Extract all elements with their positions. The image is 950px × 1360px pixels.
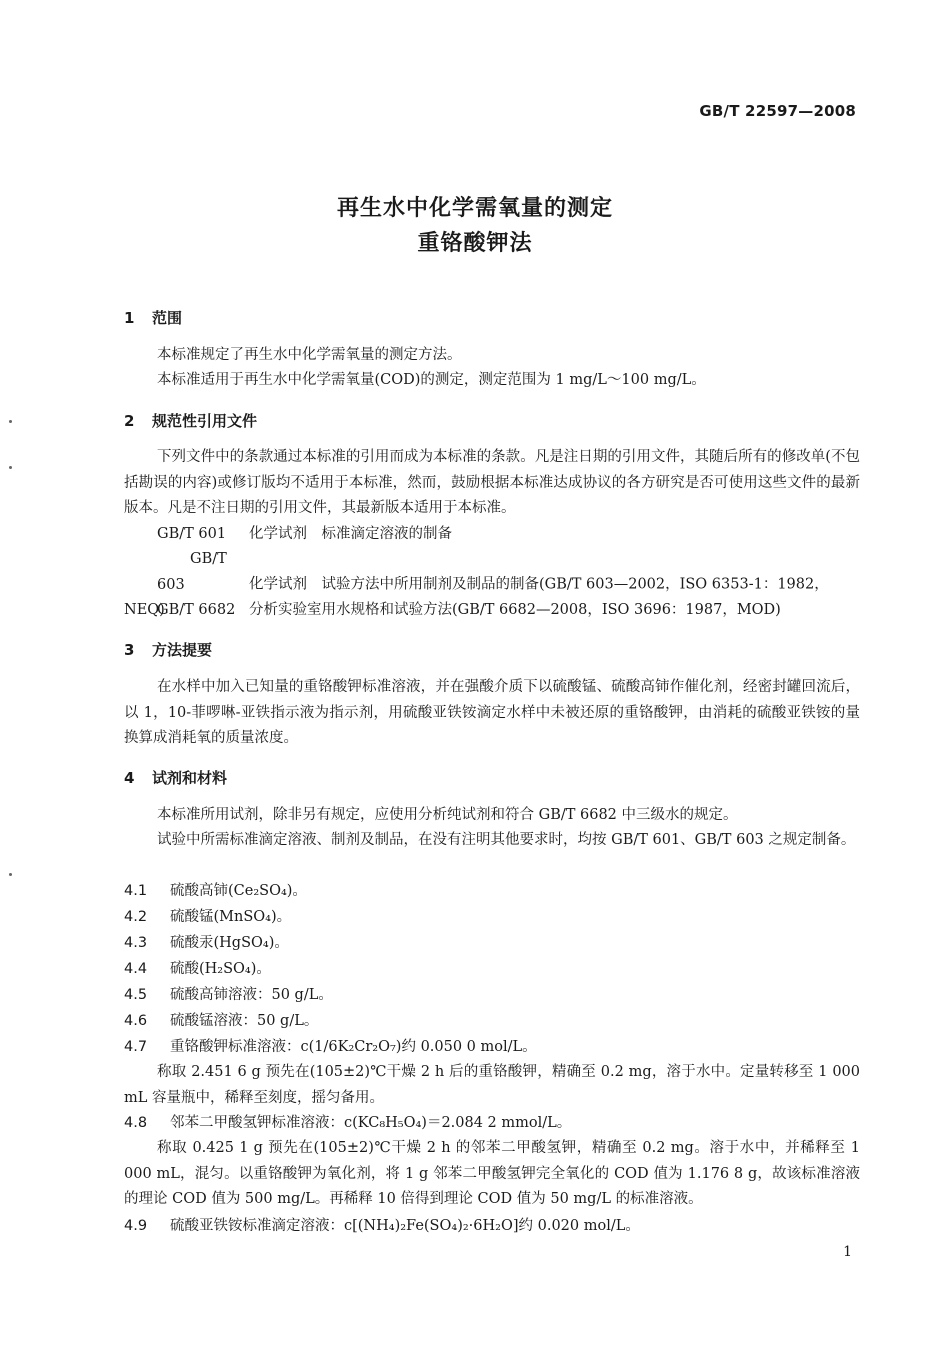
scan-speck [9,873,12,876]
item-number: 4.9 [124,1218,148,1234]
item-number: 4.4 [124,961,148,977]
item-detail-paragraph: 称取 0.425 1 g 预先在(105±2)℃干燥 2 h 的邻苯二甲酸氢钾，精确至 0.2 mg。溶于水中，并稀释至 1 000 mL，混匀。以重铬酸钾为氧化剂，将 1 g 邻苯二甲酸氢钾完全氧化的 COD 值为 1.176 8 g，故该标准溶液的理论 COD 值为 500 mg/L。再稀释 10 倍得到理论 COD 值为 50 mg/L 的标准溶液。 [124,1140,860,1207]
reagent-item [124,957,271,982]
item-number: 4.8 [124,1115,148,1131]
item-detail-paragraph: 称取 2.451 6 g 预先在(105±2)℃干燥 2 h 后的重铬酸钾，精确至 0.2 mg，溶于水中。定量转移至 1 000 mL 容量瓶中，稀释至刻度，摇匀备用。 [124,1064,860,1106]
item-text: 硫酸锰溶液：50 g/L。 [170,1013,319,1029]
section-title: 方法提要 [152,641,213,659]
section-number: 1 [124,309,135,327]
document-subtitle: 重铬酸钾法 [417,231,533,256]
scan-speck [9,420,12,423]
page-number: 1 [843,1244,852,1260]
item-text: 硫酸亚铁铵标准滴定溶液：c[(NH₄)₂Fe(SO₄)₂·6H₂O]约 0.020 mol/L。 [170,1218,640,1234]
scan-speck [9,466,12,469]
paragraph: 下列文件中的条款通过本标准的引用而成为本标准的条款。凡是注日期的引用文件，其随后所有的修改单(不包括勘误的内容)或修订版均不适用于本标准，然而，鼓励根据本标准达成协议的各方研究是否可使用这些文件的最新版本。凡是不注日期的引用文件，其最新版本适用于本标准。 [124,449,860,516]
section-heading-1 [124,307,182,328]
section-title: 试剂和材料 [152,769,228,787]
standard-code: GB/T 22597—2008 [699,102,856,120]
section-heading-4 [124,767,227,788]
item-number: 4.2 [124,909,148,925]
item-text: 重铬酸钾标准溶液：c(1/6K₂Cr₂O₇)约 0.050 0 mol/L。 [170,1039,537,1055]
section-title: 规范性引用文件 [152,412,258,430]
paragraph: 本标准所用试剂，除非另有规定，应使用分析纯试剂和符合 GB/T 6682 中三级水的规定。 [157,807,738,823]
item-number: 4.7 [124,1039,148,1055]
reagent-item [124,1035,537,1060]
reference-text: 分析实验室用水规格和试验方法(GB/T 6682—2008，ISO 3696：1987，MOD) [249,602,781,618]
reference-item [157,522,860,548]
paragraph: 在水样中加入已知量的重铬酸钾标准溶液，并在强酸介质下以硫酸锰、硫酸高铈作催化剂，经密封罐回流后，以 1，10-菲啰啉-亚铁指示液为指示剂，用硫酸亚铁铵滴定水样中未被还原的重铬酸钾，由消耗的硫酸亚铁铵的量换算成消耗氧的质量浓度。 [124,679,860,746]
paragraph: 本标准适用于再生水中化学需氧量(COD)的测定，测定范围为 1 mg/L～100 mg/L。 [157,372,706,388]
section-number: 2 [124,412,135,430]
section-number: 4 [124,769,135,787]
reference-item [157,598,860,624]
paragraph: 试验中所需标准滴定溶液、制剂及制品，在没有注明其他要求时，均按 GB/T 601、GB/T 603 之规定制备。 [157,832,856,848]
item-text: 邻苯二甲酸氢钾标准溶液：c(KC₈H₅O₄)＝2.084 2 mmol/L。 [170,1115,572,1131]
item-text: 硫酸汞(HgSO₄)。 [170,935,289,951]
reagent-item [124,931,289,956]
reagent-item [124,879,307,904]
item-number: 4.3 [124,935,148,951]
section-heading-2 [124,410,257,431]
reagent-item [124,1214,640,1239]
reagent-item [124,983,333,1008]
document-title: 再生水中化学需氧量的测定 [336,196,613,221]
section-number: 3 [124,641,135,659]
item-number: 4.5 [124,987,148,1003]
item-text: 硫酸锰(MnSO₄)。 [170,909,292,925]
reagent-item [124,905,291,930]
reference-code: GB/T 603 [157,551,227,593]
reference-code: GB/T 601 [157,526,227,542]
reagent-item [124,1111,571,1136]
paragraph: 本标准规定了再生水中化学需氧量的测定方法。 [157,347,462,363]
section-heading-3 [124,639,212,660]
reference-text: 化学试剂 标准滴定溶液的制备 [249,526,452,542]
item-text: 硫酸高铈(Ce₂SO₄)。 [170,883,307,899]
reference-text: 化学试剂 试验方法中所用制剂及制品的制备(GB/T 603—2002，ISO 6353-1：1982，NEQ) [124,576,829,618]
reference-code: GB/T 6682 [157,602,236,618]
item-number: 4.6 [124,1013,148,1029]
reagent-item [124,1009,318,1034]
item-text: 硫酸高铈溶液：50 g/L。 [170,987,333,1003]
section-title: 范围 [152,309,183,327]
item-text: 硫酸(H₂SO₄)。 [170,961,271,977]
item-number: 4.1 [124,883,148,899]
